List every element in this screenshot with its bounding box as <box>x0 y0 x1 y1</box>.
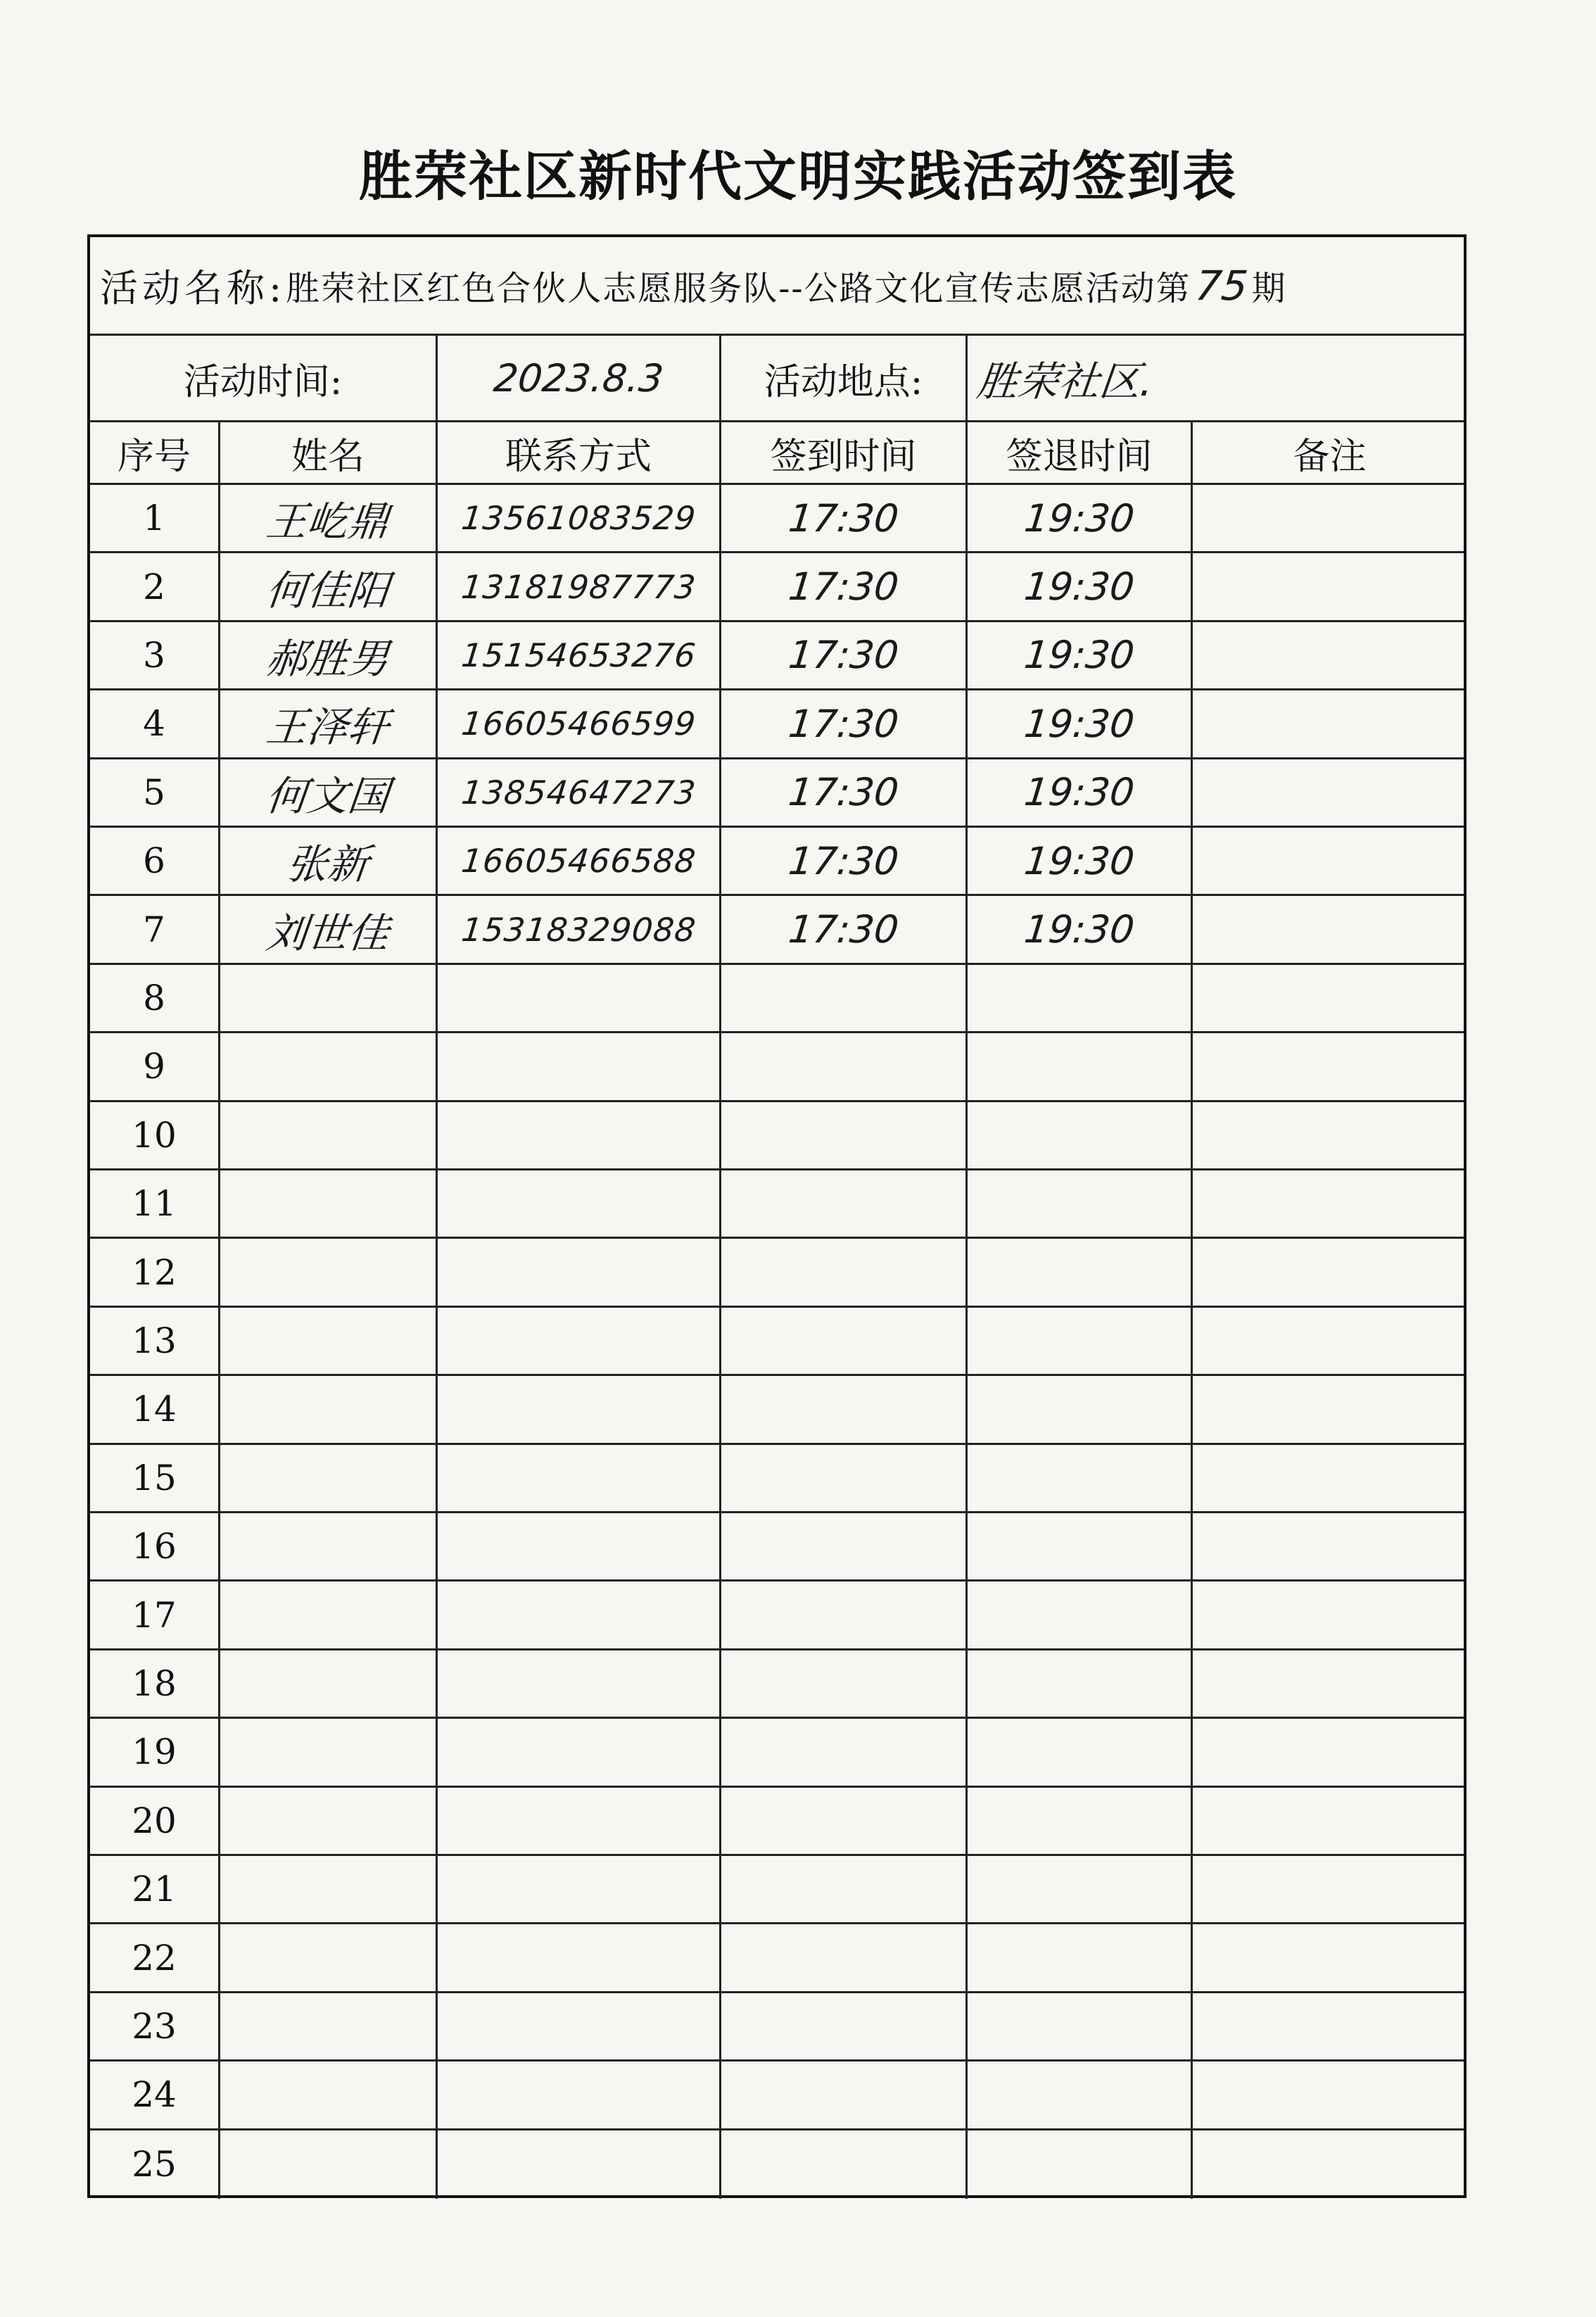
row-note-cell <box>1193 1239 1467 1305</box>
row-sign-out-cell <box>968 2130 1193 2199</box>
row-phone-cell <box>438 1239 721 1305</box>
row-sign-out: 19:30 <box>1022 907 1136 952</box>
row-phone-cell <box>438 1719 721 1785</box>
place-label: 活动地点: <box>764 360 923 403</box>
row-note-cell <box>1193 553 1467 619</box>
column-header-row <box>90 422 1464 485</box>
row-number: 25 <box>132 2144 177 2185</box>
row-name-cell <box>220 1239 438 1305</box>
row-number: 10 <box>132 1114 177 1156</box>
row-sign-in-cell <box>721 1445 968 1511</box>
table-row <box>90 690 1464 759</box>
activity-name-value: 胜荣社区红色合伙人志愿服务队--公路文化宣传志愿活动第 <box>286 269 1191 308</box>
row-sign-out-cell <box>968 1102 1193 1168</box>
row-name: 王屹鼎 <box>263 498 392 546</box>
row-name-cell <box>220 2130 438 2199</box>
row-sign-in: 17:30 <box>786 770 901 815</box>
row-sign-out-cell <box>968 1788 1193 1854</box>
row-number-cell <box>90 2062 220 2128</box>
row-number: 6 <box>143 840 165 882</box>
row-note-cell <box>1193 622 1467 688</box>
row-name-cell <box>220 1445 438 1511</box>
time-label: 活动时间: <box>183 360 343 403</box>
row-phone-cell <box>438 1513 721 1579</box>
column-header-note: 备注 <box>1293 435 1367 478</box>
row-phone-cell <box>438 1582 721 1648</box>
table-row <box>90 1308 1464 1376</box>
row-note-cell <box>1193 1719 1467 1785</box>
row-sign-out-cell <box>968 1650 1193 1717</box>
page-title: 胜荣社区新时代文明实践活动签到表 <box>359 145 1237 208</box>
activity-name-row <box>90 237 1464 336</box>
row-number: 20 <box>132 1800 177 1841</box>
time-value: 2023.8.3 <box>491 355 666 400</box>
row-number-cell <box>90 896 220 962</box>
row-number-cell <box>90 485 220 551</box>
row-number-cell <box>90 1993 220 2059</box>
row-sign-in-cell <box>721 1582 968 1648</box>
column-header-no: 序号 <box>90 422 220 483</box>
row-sign-out: 19:30 <box>1022 770 1136 815</box>
row-phone: 13181987773 <box>459 567 698 606</box>
row-number: 9 <box>143 1046 165 1087</box>
row-number: 23 <box>132 2005 177 2047</box>
table-row <box>90 2130 1464 2199</box>
row-sign-in-cell <box>721 1239 968 1305</box>
row-phone-cell <box>438 1376 721 1442</box>
row-number-cell <box>90 1650 220 1717</box>
row-name-cell <box>220 1650 438 1717</box>
row-note-cell <box>1193 1102 1467 1168</box>
row-number-cell <box>90 965 220 1031</box>
row-sign-in-cell <box>721 965 968 1031</box>
table-row <box>90 1993 1464 2062</box>
row-name-cell <box>220 690 438 757</box>
activity-name-label: 活动名称: <box>100 266 286 310</box>
row-sign-in-cell <box>721 896 968 962</box>
column-header-phone: 联系方式 <box>438 422 721 483</box>
row-sign-in: 17:30 <box>786 701 901 746</box>
row-sign-out-cell <box>968 2062 1193 2128</box>
row-name-cell <box>220 1033 438 1099</box>
row-note-cell <box>1193 1170 1467 1237</box>
row-phone-cell <box>438 690 721 757</box>
row-number-cell <box>90 2130 220 2199</box>
column-header-name: 姓名 <box>220 422 438 483</box>
row-phone: 15318329088 <box>459 910 698 949</box>
row-name-cell <box>220 1376 438 1442</box>
row-sign-in-cell <box>721 690 968 757</box>
row-name-cell <box>220 759 438 826</box>
row-number: 15 <box>132 1457 177 1498</box>
table-row <box>90 1582 1464 1650</box>
row-phone-cell <box>438 553 721 619</box>
row-sign-out: 19:30 <box>1022 495 1136 541</box>
row-note-cell <box>1193 828 1467 894</box>
row-name-cell <box>220 485 438 551</box>
row-number: 1 <box>143 498 165 539</box>
row-number-cell <box>90 1513 220 1579</box>
row-phone-cell <box>438 622 721 688</box>
row-number-cell <box>90 553 220 619</box>
row-phone: 16605466588 <box>459 842 698 880</box>
row-sign-in-cell <box>721 1102 968 1168</box>
row-number: 14 <box>132 1389 177 1430</box>
row-phone-cell <box>438 828 721 894</box>
row-phone-cell <box>438 759 721 826</box>
row-number: 5 <box>143 771 165 813</box>
row-sign-out-cell <box>968 1993 1193 2059</box>
row-phone-cell <box>438 1170 721 1237</box>
row-number-cell <box>90 1445 220 1511</box>
sign-in-table <box>87 234 1467 2198</box>
table-row <box>90 622 1464 690</box>
row-number: 16 <box>132 1526 177 1567</box>
row-sign-in-cell <box>721 1650 968 1717</box>
table-row <box>90 1033 1464 1101</box>
row-phone: 13561083529 <box>459 499 698 538</box>
row-sign-out-cell <box>968 1719 1193 1785</box>
row-number-cell <box>90 690 220 757</box>
row-name-cell <box>220 1856 438 1922</box>
row-number-cell <box>90 759 220 826</box>
row-name-cell <box>220 2062 438 2128</box>
row-phone-cell <box>438 1993 721 2059</box>
row-sign-out-cell <box>968 1308 1193 1374</box>
row-sign-in-cell <box>721 1856 968 1922</box>
row-sign-out-cell <box>968 690 1193 757</box>
row-number: 19 <box>132 1731 177 1773</box>
row-name-cell <box>220 965 438 1031</box>
row-sign-in-cell <box>721 1376 968 1442</box>
activity-issue-suffix: 期 <box>1251 269 1286 308</box>
table-row <box>90 1239 1464 1307</box>
row-sign-in-cell <box>721 1513 968 1579</box>
row-sign-out-cell <box>968 1513 1193 1579</box>
row-number: 11 <box>132 1183 177 1225</box>
row-number-cell <box>90 1308 220 1374</box>
table-row <box>90 965 1464 1033</box>
row-number: 2 <box>143 566 165 607</box>
table-row <box>90 1650 1464 1719</box>
row-phone: 16605466599 <box>459 705 698 743</box>
time-value-cell <box>438 336 721 420</box>
row-name-cell <box>220 1513 438 1579</box>
row-sign-out-cell <box>968 553 1193 619</box>
row-number-cell <box>90 1170 220 1237</box>
row-number-cell <box>90 1719 220 1785</box>
row-sign-in-cell <box>721 1993 968 2059</box>
row-number-cell <box>90 1788 220 1854</box>
row-name-cell <box>220 896 438 962</box>
row-sign-out-cell <box>968 1582 1193 1648</box>
row-number: 8 <box>143 977 165 1018</box>
row-name-cell <box>220 1993 438 2059</box>
row-sign-out: 19:30 <box>1022 633 1136 678</box>
row-note-cell <box>1193 690 1467 757</box>
row-sign-in: 17:30 <box>786 633 901 678</box>
row-sign-out: 19:30 <box>1022 838 1136 883</box>
row-name: 王泽轩 <box>263 703 392 752</box>
row-name: 何佳阳 <box>263 566 392 614</box>
row-phone-cell <box>438 2130 721 2199</box>
row-phone-cell <box>438 1924 721 1990</box>
place-value: 胜荣社区. <box>974 358 1156 405</box>
table-row <box>90 1170 1464 1239</box>
table-row <box>90 1445 1464 1513</box>
row-number-cell <box>90 1924 220 1990</box>
row-name: 郝胜男 <box>263 634 392 683</box>
row-sign-out-cell <box>968 896 1193 962</box>
row-number-cell <box>90 1582 220 1648</box>
row-note-cell <box>1193 1033 1467 1099</box>
table-row <box>90 553 1464 621</box>
row-note-cell <box>1193 1582 1467 1648</box>
row-number: 13 <box>132 1320 177 1361</box>
row-number: 24 <box>132 2074 177 2116</box>
table-row <box>90 896 1464 964</box>
row-sign-in: 17:30 <box>786 564 901 610</box>
row-note-cell <box>1193 485 1467 551</box>
row-note-cell <box>1193 1445 1467 1511</box>
row-number: 12 <box>132 1251 177 1293</box>
row-sign-out-cell <box>968 759 1193 826</box>
row-number: 17 <box>132 1594 177 1636</box>
row-note-cell <box>1193 1308 1467 1374</box>
row-phone-cell <box>438 896 721 962</box>
row-sign-in-cell <box>721 2130 968 2199</box>
table-row <box>90 1856 1464 1924</box>
row-sign-in-cell <box>721 1170 968 1237</box>
row-note-cell <box>1193 1993 1467 2059</box>
table-row <box>90 1513 1464 1582</box>
activity-name-cell <box>90 237 1464 334</box>
row-sign-in-cell <box>721 1719 968 1785</box>
row-note-cell <box>1193 1513 1467 1579</box>
row-phone-cell <box>438 1033 721 1099</box>
row-note-cell <box>1193 1788 1467 1854</box>
row-note-cell <box>1193 1650 1467 1717</box>
row-sign-in: 17:30 <box>786 495 901 541</box>
row-phone-cell <box>438 1308 721 1374</box>
row-number: 7 <box>143 909 165 950</box>
table-row <box>90 1102 1464 1170</box>
row-sign-out-cell <box>968 1445 1193 1511</box>
row-number-cell <box>90 828 220 894</box>
row-number-cell <box>90 1856 220 1922</box>
row-phone-cell <box>438 2062 721 2128</box>
row-number: 21 <box>132 1869 177 1910</box>
row-name-cell <box>220 1924 438 1990</box>
row-note-cell <box>1193 2130 1467 2199</box>
row-sign-out-cell <box>968 1239 1193 1305</box>
table-row <box>90 828 1464 896</box>
row-number-cell <box>90 1033 220 1099</box>
row-name: 刘世佳 <box>263 909 392 957</box>
row-sign-out: 19:30 <box>1022 564 1136 610</box>
row-sign-out-cell <box>968 1170 1193 1237</box>
row-phone: 15154653276 <box>459 636 698 674</box>
row-sign-out-cell <box>968 622 1193 688</box>
row-number-cell <box>90 1376 220 1442</box>
table-row <box>90 2062 1464 2130</box>
row-name: 张新 <box>284 840 372 889</box>
table-row <box>90 1924 1464 1993</box>
row-number: 18 <box>132 1662 177 1704</box>
row-phone-cell <box>438 1445 721 1511</box>
row-name-cell <box>220 1308 438 1374</box>
row-sign-out-cell <box>968 1924 1193 1990</box>
table-row <box>90 485 1464 553</box>
place-label-cell <box>721 336 968 420</box>
row-number: 3 <box>143 634 165 676</box>
row-phone-cell <box>438 965 721 1031</box>
row-name-cell <box>220 622 438 688</box>
row-note-cell <box>1193 1376 1467 1442</box>
row-note-cell <box>1193 2062 1467 2128</box>
row-phone-cell <box>438 485 721 551</box>
row-sign-in-cell <box>721 1924 968 1990</box>
table-row <box>90 1719 1464 1787</box>
row-sign-in-cell <box>721 2062 968 2128</box>
activity-meta-row <box>90 336 1464 422</box>
time-label-cell <box>90 336 438 420</box>
row-sign-in: 17:30 <box>786 907 901 952</box>
row-note-cell <box>1193 759 1467 826</box>
row-sign-out-cell <box>968 485 1193 551</box>
table-row <box>90 1788 1464 1856</box>
row-sign-in-cell <box>721 828 968 894</box>
column-header-sign-in: 签到时间 <box>721 422 968 483</box>
row-sign-out-cell <box>968 965 1193 1031</box>
table-row <box>90 1376 1464 1444</box>
row-sign-in-cell <box>721 485 968 551</box>
row-sign-out-cell <box>968 1033 1193 1099</box>
row-phone: 13854647273 <box>459 773 698 812</box>
row-note-cell <box>1193 965 1467 1031</box>
table-row <box>90 759 1464 828</box>
row-phone-cell <box>438 1102 721 1168</box>
row-sign-out: 19:30 <box>1022 701 1136 746</box>
row-number: 22 <box>132 1937 177 1978</box>
place-value-cell <box>968 336 1467 420</box>
row-sign-in-cell <box>721 1033 968 1099</box>
row-name: 何文国 <box>263 771 392 820</box>
row-number-cell <box>90 622 220 688</box>
row-sign-out-cell <box>968 1376 1193 1442</box>
row-number: 4 <box>143 703 165 745</box>
column-header-sign-out: 签退时间 <box>968 422 1193 483</box>
row-name-cell <box>220 1170 438 1237</box>
row-phone-cell <box>438 1650 721 1717</box>
row-name-cell <box>220 1719 438 1785</box>
row-note-cell <box>1193 896 1467 962</box>
row-note-cell <box>1193 1924 1467 1990</box>
row-phone-cell <box>438 1856 721 1922</box>
row-number-cell <box>90 1239 220 1305</box>
row-name-cell <box>220 553 438 619</box>
row-note-cell <box>1193 1856 1467 1922</box>
row-name-cell <box>220 828 438 894</box>
row-sign-out-cell <box>968 828 1193 894</box>
row-name-cell <box>220 1582 438 1648</box>
row-sign-in-cell <box>721 759 968 826</box>
row-name-cell <box>220 1102 438 1168</box>
row-phone-cell <box>438 1788 721 1854</box>
row-sign-in-cell <box>721 1788 968 1854</box>
row-number-cell <box>90 1102 220 1168</box>
row-sign-in-cell <box>721 1308 968 1374</box>
row-sign-out-cell <box>968 1856 1193 1922</box>
row-sign-in: 17:30 <box>786 838 901 883</box>
row-sign-in-cell <box>721 622 968 688</box>
row-name-cell <box>220 1788 438 1854</box>
activity-issue-number: 75 <box>1193 261 1250 310</box>
row-sign-in-cell <box>721 553 968 619</box>
